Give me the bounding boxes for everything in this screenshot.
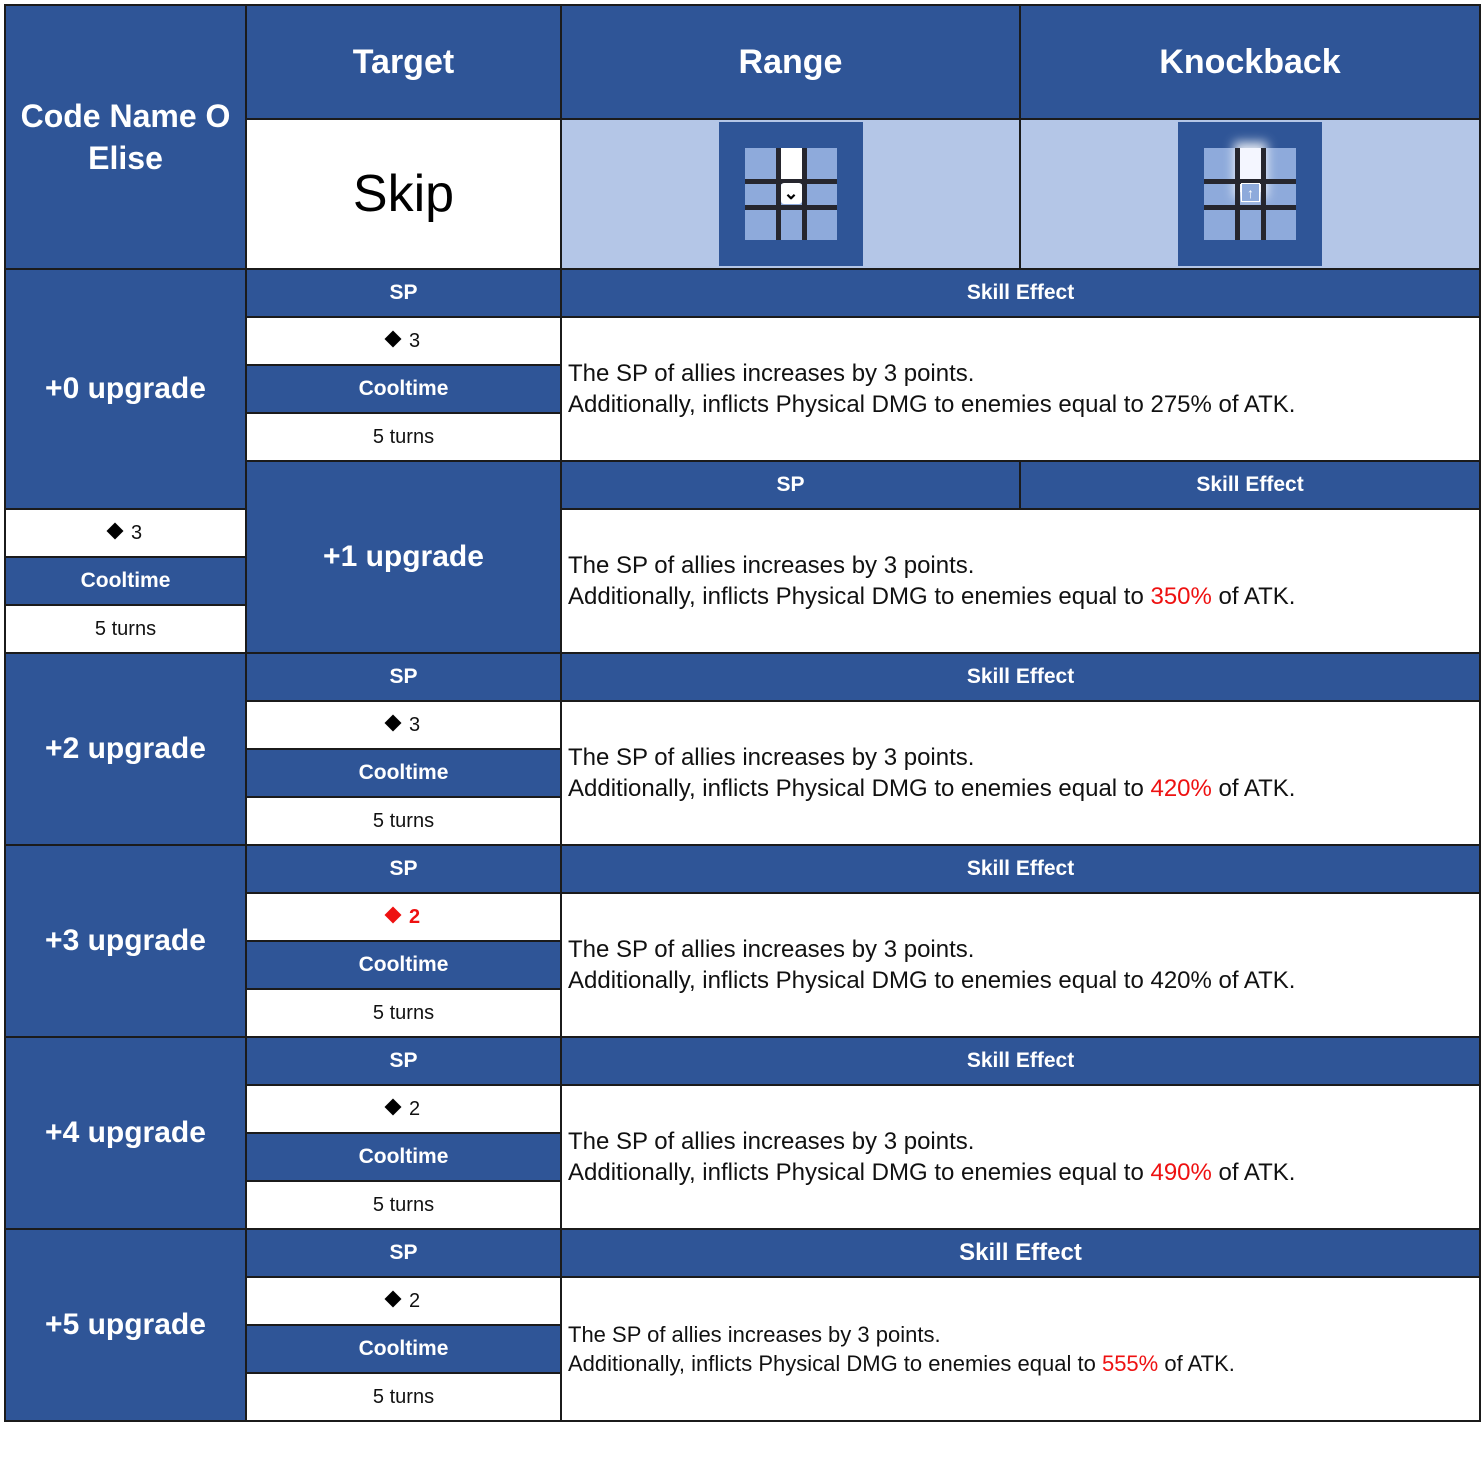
sp-value: 2 [246,893,561,941]
sp-value: 3 [246,701,561,749]
cooltime-value: 5 turns [246,797,561,845]
skill-effect-label: Skill Effect [561,653,1480,701]
cooltime-value: 5 turns [246,1373,561,1421]
diamond-icon [384,331,401,348]
cooltime-label: Cooltime [246,365,561,413]
skill-effect-label: Skill Effect [561,845,1480,893]
upgrade-level-2: +2 upgrade [5,653,246,845]
cooltime-label: Cooltime [246,1133,561,1181]
range-header: Range [561,5,1020,119]
diamond-icon [106,523,123,540]
sp-value: 3 [5,509,246,557]
diamond-icon [384,715,401,732]
upgrade-level-5: +5 upgrade [5,1229,246,1421]
skill-upgrade-table [4,4,1481,1422]
skill-effect-text: The SP of allies increases by 3 points. Additionally, inflicts Physical DMG to enemies equal to 275% of ATK. [561,317,1480,461]
sp-label: SP [246,269,561,317]
cooltime-value: 5 turns [246,413,561,461]
knockback-grid-up-arrow-icon [1178,122,1322,266]
upgrade-level-4: +4 upgrade [5,1037,246,1229]
skill-effect-text: The SP of allies increases by 3 points. Additionally, inflicts Physical DMG to enemies equal to 420% of ATK. [561,701,1480,845]
sp-label: SP [246,1037,561,1085]
range-grid-chevron-icon [719,122,863,266]
character-name: Code Name O Elise [5,5,246,269]
cooltime-value: 5 turns [5,605,246,653]
skill-effect-text: The SP of allies increases by 3 points. Additionally, inflicts Physical DMG to enemies equal to 350% of ATK. [561,509,1480,653]
skill-effect-text: The SP of allies increases by 3 points. Additionally, inflicts Physical DMG to enemies equal to 420% of ATK. [561,893,1480,1037]
sp-label: SP [246,845,561,893]
knockback-cell [1020,119,1480,269]
cooltime-value: 5 turns [246,1181,561,1229]
upgrade-level-0: +0 upgrade [5,269,246,509]
cooltime-label: Cooltime [5,557,246,605]
range-cell [561,119,1020,269]
target-value: Skip [246,119,561,269]
sp-value: 2 [246,1085,561,1133]
chevron-down-icon: ⌄ [781,183,802,204]
arrow-up-icon: ↑ [1241,183,1260,202]
upgrade-level-1: +1 upgrade [246,461,561,653]
knockback-header: Knockback [1020,5,1480,119]
diamond-icon [384,907,401,924]
sp-label: SP [246,1229,561,1277]
skill-effect-text: The SP of allies increases by 3 points. Additionally, inflicts Physical DMG to enemies equal to 555% of ATK. [561,1277,1480,1421]
sp-label: SP [561,461,1020,509]
skill-upgrade-table-wrapper [4,4,1479,1469]
diamond-icon [384,1291,401,1308]
sp-value: 3 [246,317,561,365]
sp-label: SP [246,653,561,701]
cooltime-label: Cooltime [246,749,561,797]
target-header: Target [246,5,561,119]
upgrade-level-3: +3 upgrade [5,845,246,1037]
skill-effect-label: Skill Effect [561,1229,1480,1277]
skill-effect-text: The SP of allies increases by 3 points. Additionally, inflicts Physical DMG to enemies equal to 490% of ATK. [561,1085,1480,1229]
cooltime-value: 5 turns [246,989,561,1037]
cooltime-label: Cooltime [246,941,561,989]
skill-effect-label: Skill Effect [1020,461,1480,509]
skill-effect-label: Skill Effect [561,1037,1480,1085]
skill-effect-label: Skill Effect [561,269,1480,317]
sp-value: 2 [246,1277,561,1325]
cooltime-label: Cooltime [246,1325,561,1373]
diamond-icon [384,1099,401,1116]
